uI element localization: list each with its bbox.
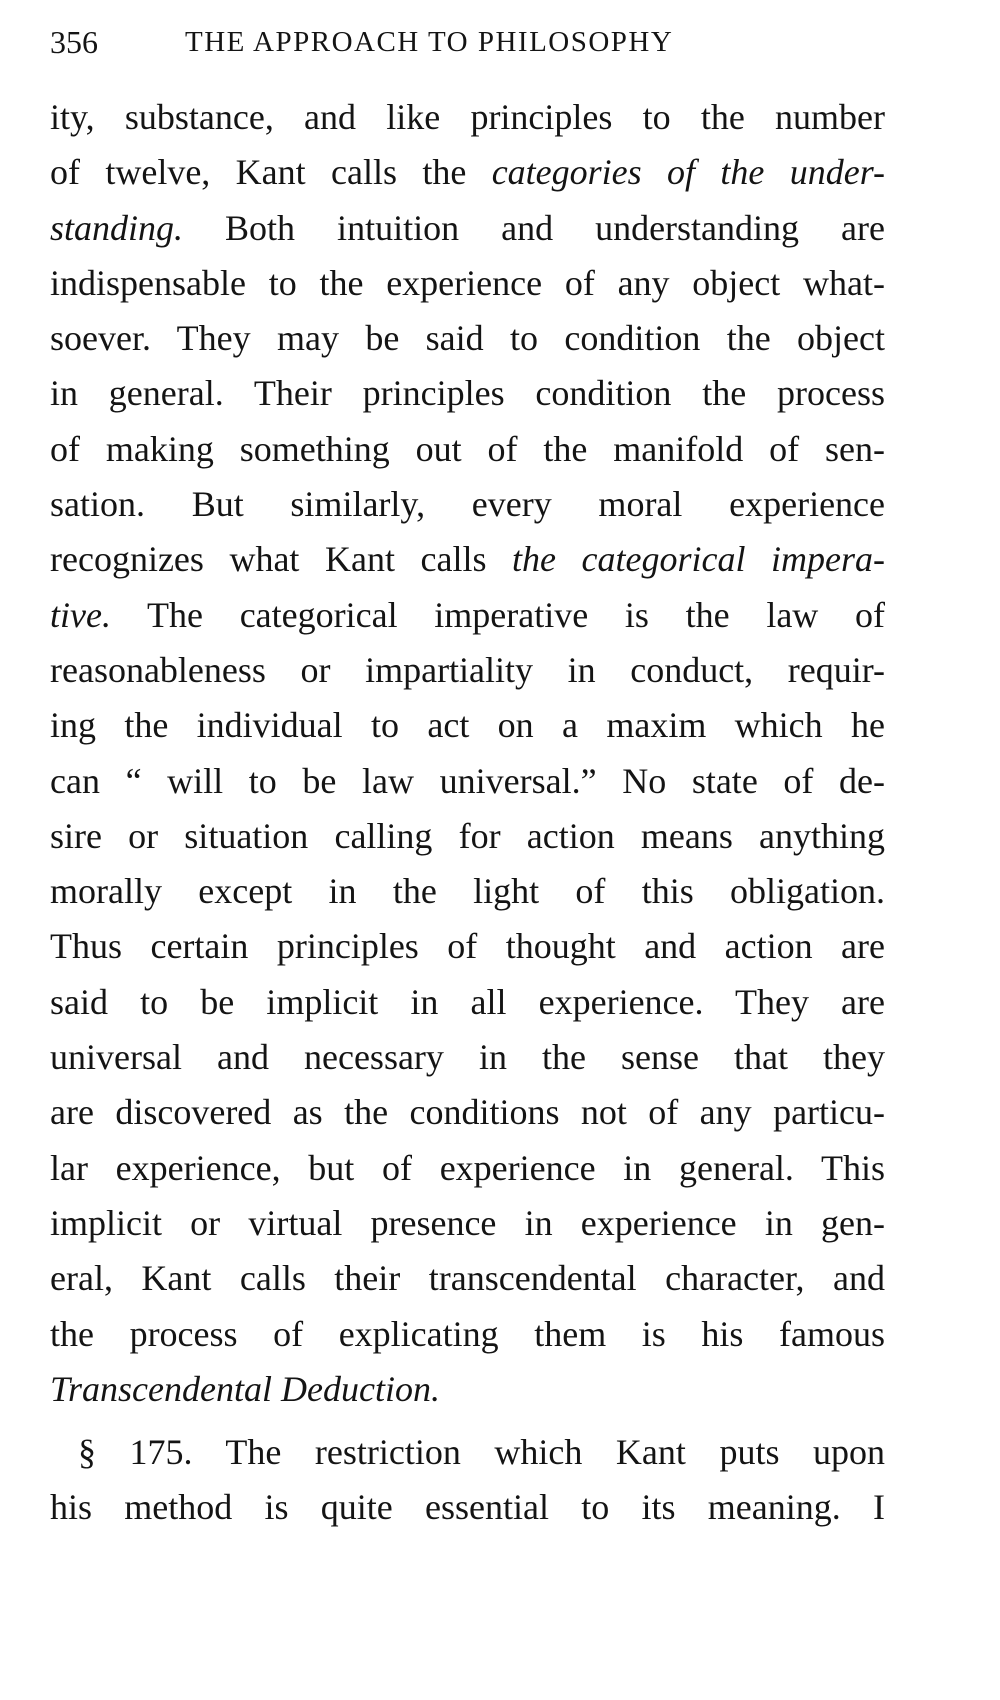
text-line: sire or situation calling for action means anything (50, 815, 885, 856)
italic-term: Transcendental Deduction. (50, 1368, 440, 1409)
text-line: of making something out of the manifold of sen- (50, 428, 885, 469)
section-paragraph-start: § 175. The restriction which Kant puts upon (78, 1432, 885, 1473)
text-line: tive. The categorical imperative is the law of (50, 594, 885, 635)
text-line: standing. Both intuition and understanding are (50, 207, 885, 248)
text-line: said to be implicit in all experience. They are (50, 981, 885, 1022)
paragraph-gap (50, 1417, 885, 1425)
text-line: are discovered as the conditions not of any particu- (50, 1092, 885, 1133)
text-line: lar experience, but of experience in general. This (50, 1147, 885, 1188)
text-line: the process of explicating them is his famous (50, 1313, 885, 1354)
page-number: 356 (50, 24, 98, 60)
italic-term: tive. (50, 594, 111, 635)
text-line: eral, Kant calls their transcendental character, and (50, 1258, 885, 1299)
text-line: his method is quite essential to its meaning. I (50, 1487, 885, 1528)
text-line: universal and necessary in the sense that they (50, 1037, 885, 1078)
text-line: in general. Their principles condition the process (50, 373, 885, 414)
text-line: reasonableness or impartiality in conduct, requir- (50, 649, 885, 690)
text-line: implicit or virtual presence in experience in gen- (50, 1202, 885, 1243)
text-line: indispensable to the experience of any object what- (50, 262, 885, 303)
text-line: ing the individual to act on a maxim which he (50, 705, 885, 746)
text-line: sation. But similarly, every moral experience (50, 484, 885, 525)
text-line: Thus certain principles of thought and action are (50, 926, 885, 967)
italic-term: the categorical impera- (512, 539, 885, 580)
italic-term: categories of the under- (491, 152, 885, 193)
body-text (50, 90, 885, 1536)
text-line: of twelve, Kant calls the categories of the under- (50, 152, 885, 193)
text-line: recognizes what Kant calls the categorical impera- (50, 539, 885, 580)
text-line: soever. They may be said to condition the object (50, 318, 885, 359)
page-header (50, 20, 880, 64)
text-line: morally except in the light of this obligation. (50, 871, 885, 912)
text-line: can “ will to be law universal.” No state of de- (50, 760, 885, 801)
running-head: THE APPROACH TO PHILOSOPHY (185, 26, 674, 58)
text-line (50, 1362, 885, 1417)
italic-term: standing. (50, 207, 184, 248)
text-line: ity, substance, and like principles to the number (50, 97, 885, 137)
